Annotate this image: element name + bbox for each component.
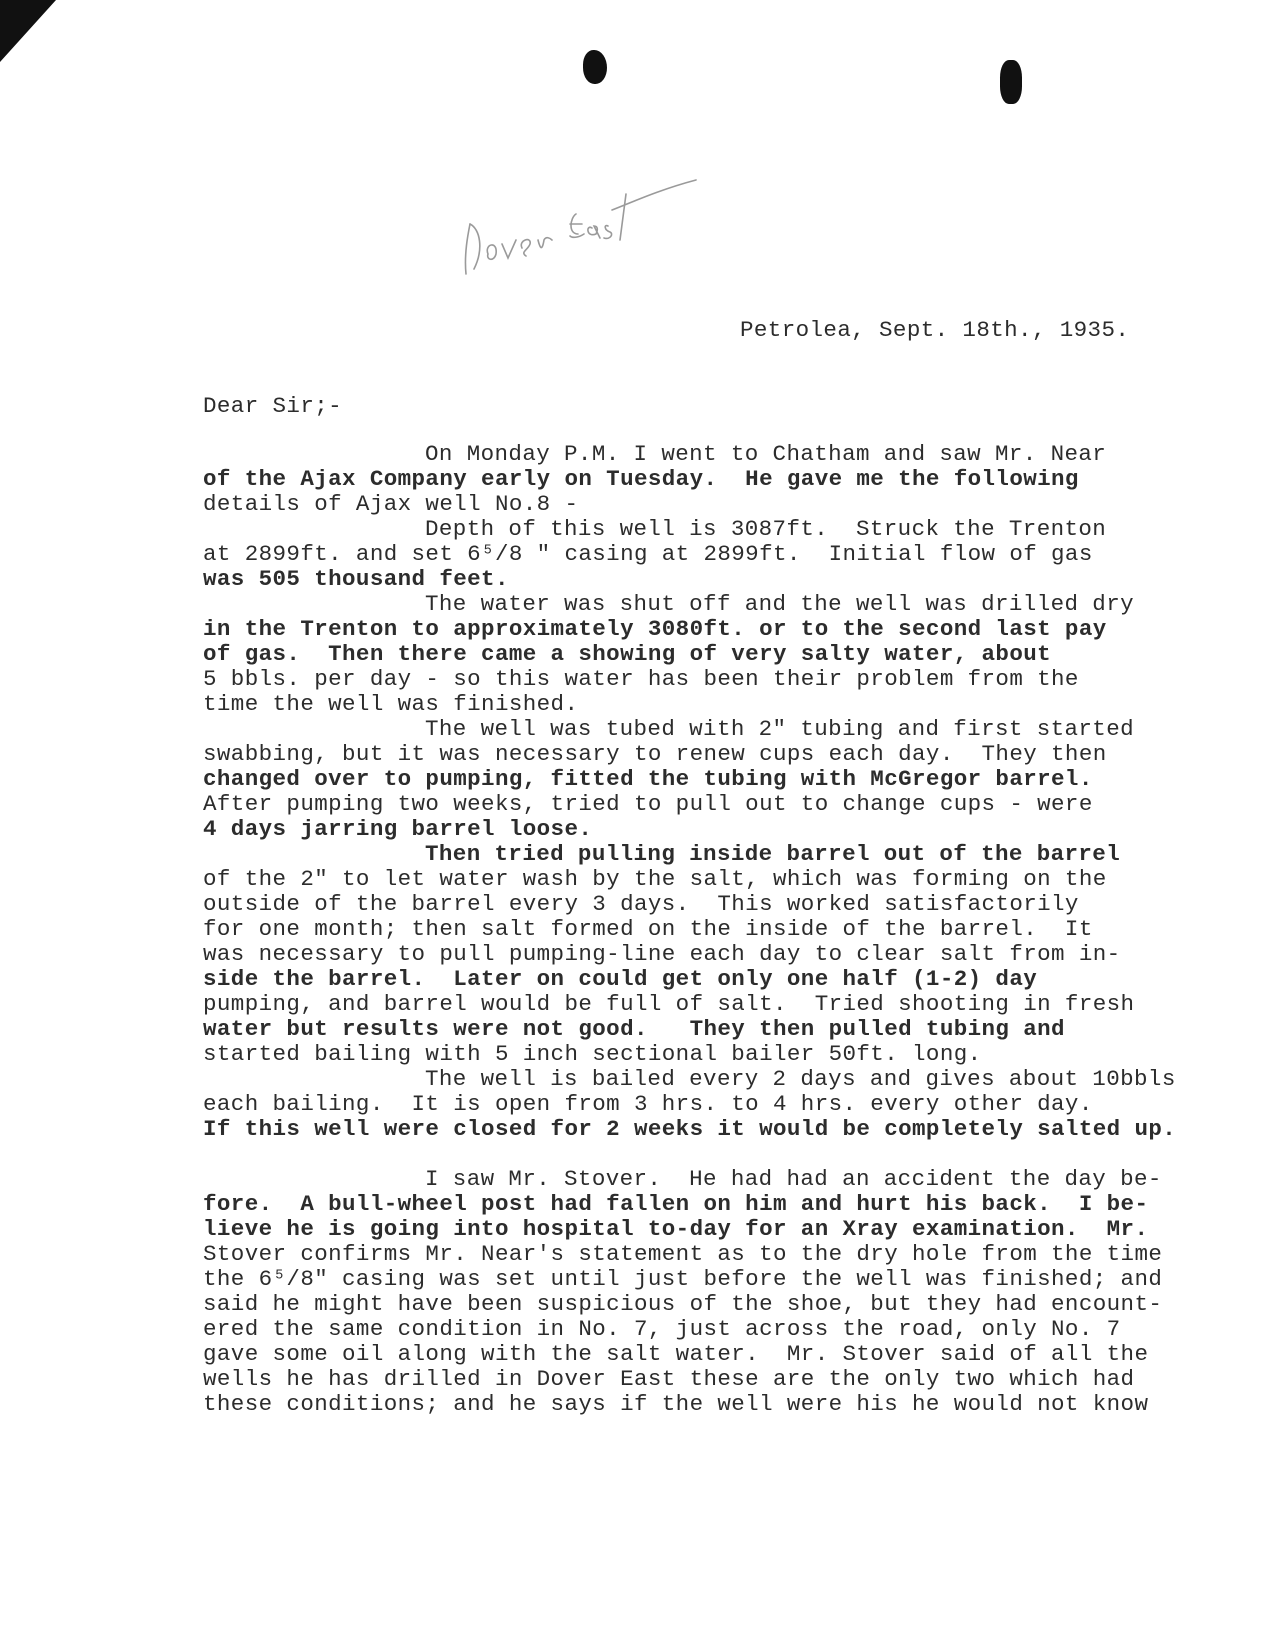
body-line: The water was shut off and the well was drilled dry xyxy=(425,591,1135,617)
body-line: If this well were closed for 2 weeks it would be completely salted up. xyxy=(203,1116,1177,1142)
body-line: Stover confirms Mr. Near's statement as to the dry hole from the time xyxy=(203,1241,1163,1267)
body-line: 5 bbls. per day - so this water has been their problem from the xyxy=(203,666,1079,692)
body-line: of gas. Then there came a showing of very salty water, about xyxy=(203,641,1052,667)
body-line: of the Ajax Company early on Tuesday. He gave me the following xyxy=(203,466,1079,492)
body-line: I saw Mr. Stover. He had had an accident the day be- xyxy=(425,1166,1162,1192)
body-line: lieve he is going into hospital to-day for an Xray examination. Mr. xyxy=(203,1216,1149,1242)
body-line: details of Ajax well No.8 - xyxy=(203,491,579,517)
body-line: of the 2" to let water wash by the salt, which was forming on the xyxy=(203,866,1107,892)
punch-hole-left xyxy=(583,50,607,84)
body-line: After pumping two weeks, tried to pull out to change cups - were xyxy=(203,791,1093,817)
body-line: changed over to pumping, fitted the tubing with McGregor barrel. xyxy=(203,766,1093,792)
body-line: each bailing. It is open from 3 hrs. to 4 hrs. every other day. xyxy=(203,1091,1093,1117)
letter-date: Petrolea, Sept. 18th., 1935. xyxy=(740,317,1130,343)
handwritten-annotation xyxy=(458,174,738,284)
body-line: said he might have been suspicious of the shoe, but they had encount- xyxy=(203,1291,1163,1317)
body-line: outside of the barrel every 3 days. This worked satisfactorily xyxy=(203,891,1079,917)
corner-fold-mark xyxy=(0,0,56,62)
body-line: was necessary to pull pumping-line each day to clear salt from in- xyxy=(203,941,1121,967)
body-line: 4 days jarring barrel loose. xyxy=(203,816,593,842)
body-line: On Monday P.M. I went to Chatham and saw Mr. Near xyxy=(425,441,1107,467)
body-line: fore. A bull-wheel post had fallen on him and hurt his back. I be- xyxy=(203,1191,1149,1217)
body-line: swabbing, but it was necessary to renew cups each day. They then xyxy=(203,741,1107,767)
body-line: water but results were not good. They then pulled tubing and xyxy=(203,1016,1065,1042)
body-line: wells he has drilled in Dover East these are the only two which had xyxy=(203,1366,1135,1392)
paragraph-gap xyxy=(203,1142,1243,1167)
body-line: The well was tubed with 2" tubing and first started xyxy=(425,716,1135,742)
handwritten-dover-east xyxy=(458,174,738,284)
body-line: these conditions; and he says if the well were his he would not know xyxy=(203,1391,1149,1417)
body-line: Then tried pulling inside barrel out of the barrel xyxy=(425,841,1121,867)
body-line: gave some oil along with the salt water. Mr. Stover said of all the xyxy=(203,1341,1149,1367)
punch-hole-right xyxy=(1000,60,1022,104)
body-line: ered the same condition in No. 7, just across the road, only No. 7 xyxy=(203,1316,1121,1342)
body-line: for one month; then salt formed on the inside of the barrel. It xyxy=(203,916,1093,942)
body-line: at 2899ft. and set 6⁵/8 " casing at 2899ft. Initial flow of gas xyxy=(203,541,1093,567)
body-line: started bailing with 5 inch sectional bailer 50ft. long. xyxy=(203,1041,982,1067)
letter-salutation: Dear Sir;- xyxy=(203,393,343,419)
body-line: The well is bailed every 2 days and gives about 10bbls xyxy=(425,1066,1176,1092)
body-line: the 6⁵/8" casing was set until just before the well was finished; and xyxy=(203,1266,1163,1292)
body-line: in the Trenton to approximately 3080ft. or to the second last pay xyxy=(203,616,1107,642)
body-line: pumping, and barrel would be full of salt. Tried shooting in fresh xyxy=(203,991,1135,1017)
body-line: time the well was finished. xyxy=(203,691,579,717)
body-line: side the barrel. Later on could get only one half (1-2) day xyxy=(203,966,1038,992)
body-line: was 505 thousand feet. xyxy=(203,566,509,592)
letter-body xyxy=(203,442,1243,1417)
body-line: Depth of this well is 3087ft. Struck the Trenton xyxy=(425,516,1107,542)
